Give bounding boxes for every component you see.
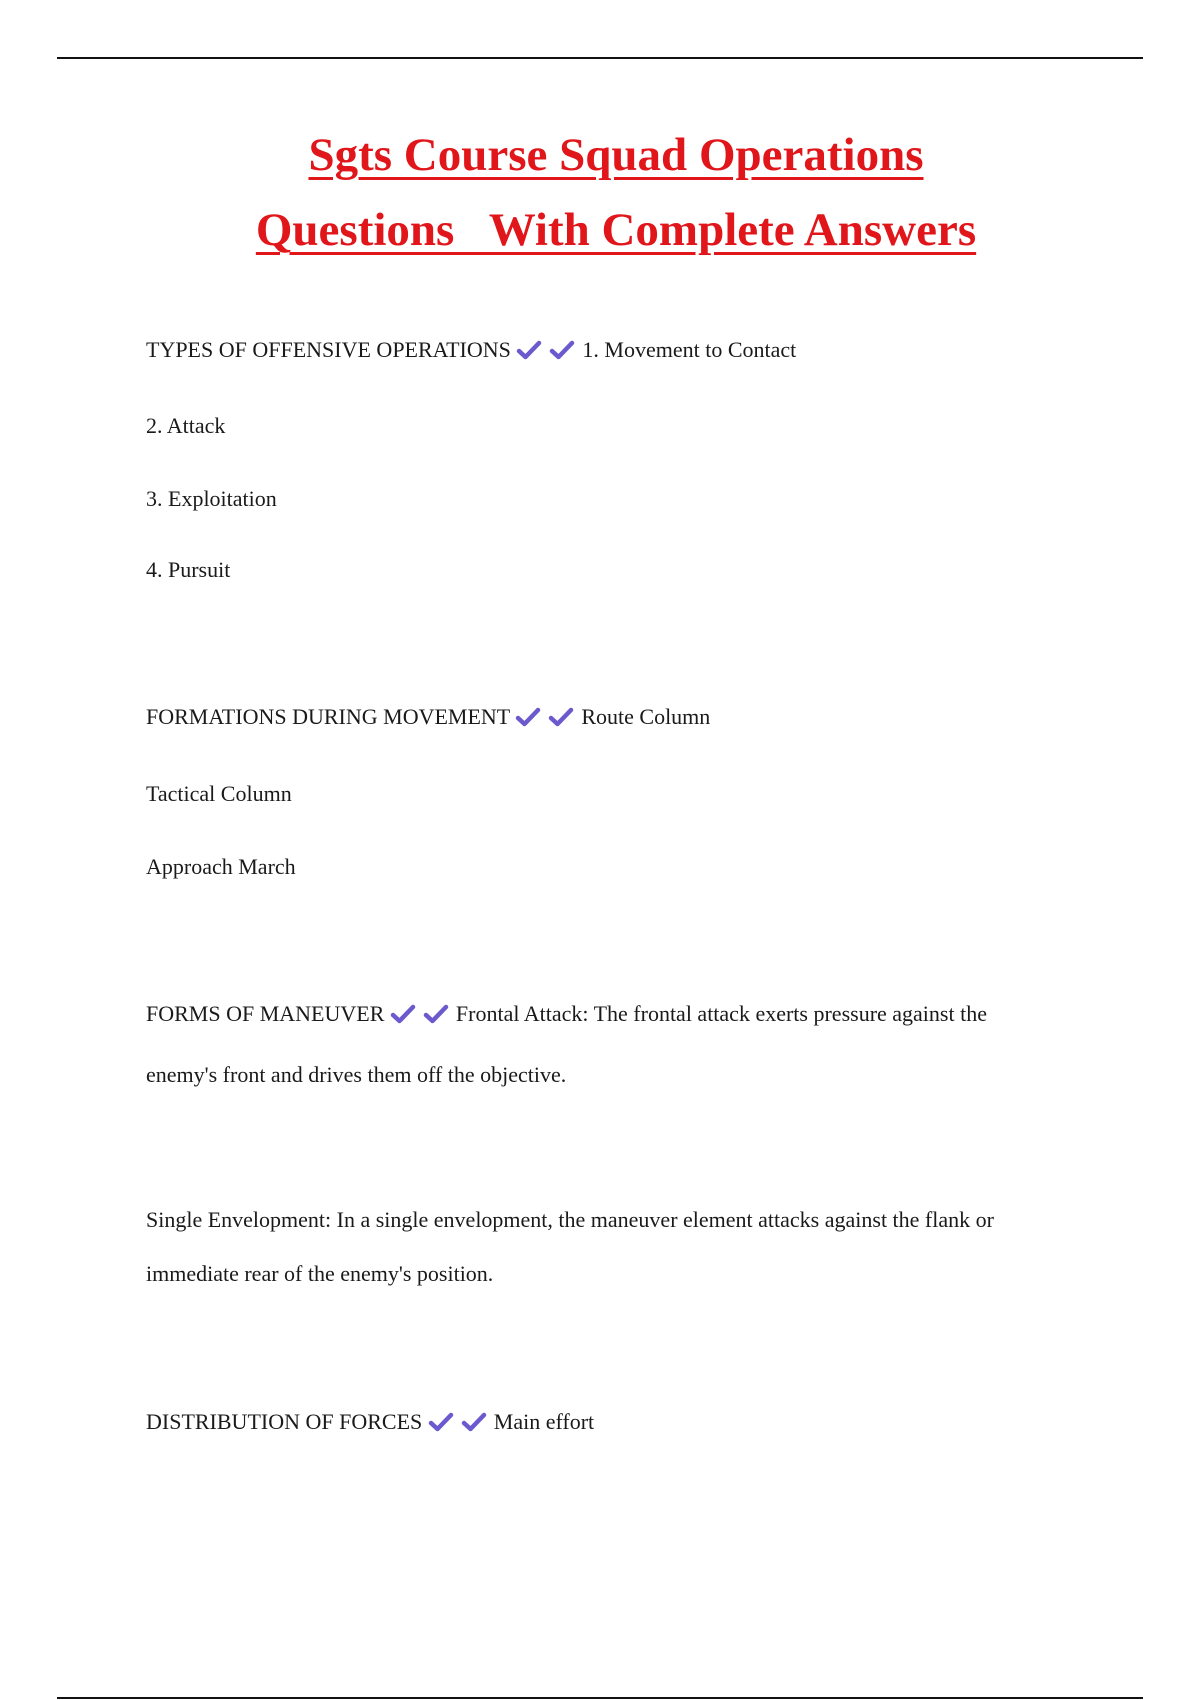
answer-line: Approach March — [146, 854, 296, 879]
answer-line: enemy's front and drives them off the objective. — [146, 1062, 567, 1087]
answer-text: Main effort — [493, 1409, 595, 1434]
answer-line: 3. Exploitation — [146, 486, 277, 511]
checkmark-icon — [390, 1003, 416, 1025]
answer-text: Frontal Attack: The frontal attack exerts pressure against the — [455, 1001, 987, 1026]
answer-text: Route Column — [581, 704, 711, 729]
checkmark-icon — [428, 1411, 454, 1433]
answer-line: 4. Pursuit — [146, 557, 231, 582]
answer-text: 1. Movement to Contact — [582, 337, 797, 362]
document-title-line-1: Sgts Course Squad Operations — [308, 129, 924, 181]
question-text: TYPES OF OFFENSIVE OPERATIONS — [146, 337, 511, 362]
checkmark-icon — [549, 339, 575, 361]
answer-line: Tactical Column — [146, 781, 292, 806]
checkmark-icon — [515, 706, 541, 728]
answer-line: immediate rear of the enemy's position. — [146, 1261, 494, 1286]
qa-line — [146, 1000, 987, 1028]
checkmark-icon — [516, 339, 542, 361]
checkmark-icon — [461, 1411, 487, 1433]
checkmark-icon — [548, 706, 574, 728]
answer-line: Single Envelopment: In a single envelopment, the maneuver element attacks against the flank or — [146, 1207, 994, 1232]
qa-line — [146, 1408, 594, 1436]
qa-line — [146, 703, 710, 731]
qa-line — [146, 336, 796, 364]
document-title-line-2: Questions With Complete Answers — [255, 204, 977, 256]
top-rule — [57, 57, 1143, 59]
question-text: DISTRIBUTION OF FORCES — [146, 1409, 423, 1434]
question-text: FORMS OF MANEUVER — [146, 1001, 385, 1026]
answer-line: 2. Attack — [146, 413, 226, 438]
question-text: FORMATIONS DURING MOVEMENT — [146, 704, 510, 729]
checkmark-icon — [423, 1003, 449, 1025]
bottom-rule — [57, 1697, 1143, 1699]
